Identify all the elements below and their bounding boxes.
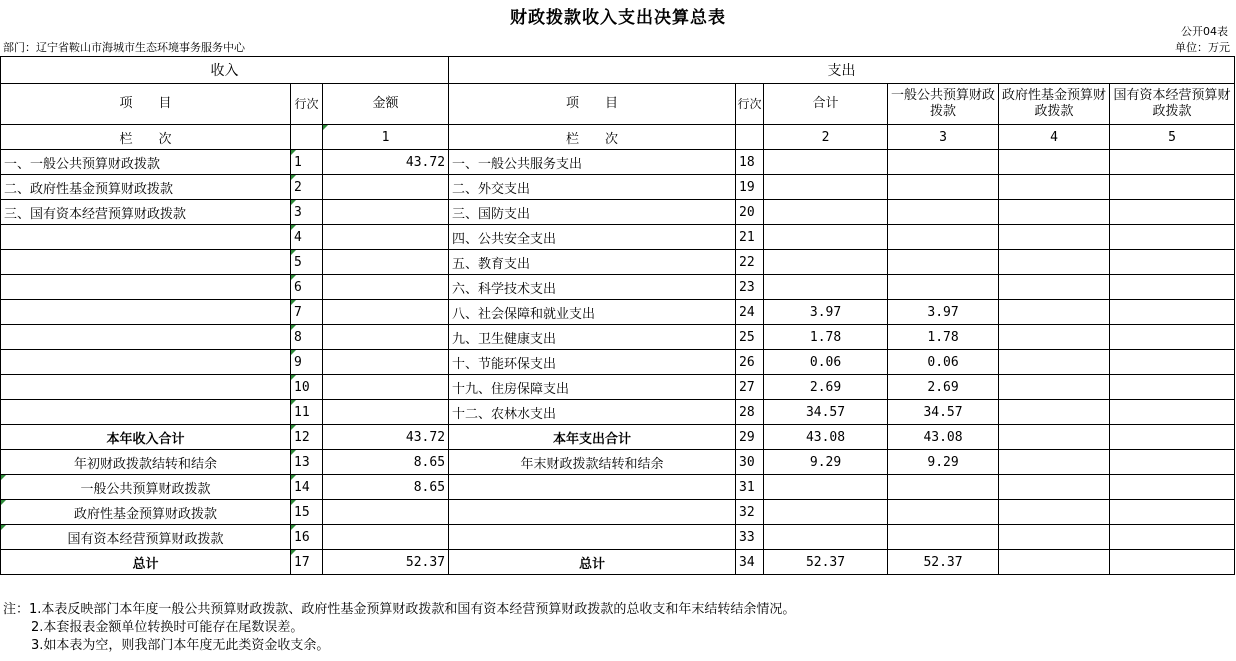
income-line-no: 6 [291,275,323,300]
expense-general-budget: 43.08 [888,425,999,450]
expense-state-capital [1110,525,1235,550]
column-header-row [1,84,1235,125]
income-amount: 43.72 [323,150,449,175]
income-amount-header: 金额 [323,84,449,125]
income-item [1,375,291,400]
expense-line-no-index [736,125,764,150]
expense-line-no: 23 [736,275,764,300]
expense-general-budget: 1.78 [888,325,999,350]
expense-item [449,525,736,550]
expense-general-budget: 9.29 [888,450,999,475]
income-item: 政府性基金预算财政拨款 [1,500,291,525]
expense-total [764,200,888,225]
income-line-no-header: 行次 [291,84,323,125]
expense-section-header: 支出 [449,57,1235,84]
income-item [1,300,291,325]
expense-column-label: 栏 次 [449,125,736,150]
expense-item: 十九、住房保障支出 [449,375,736,400]
expense-line-no: 22 [736,250,764,275]
expense-general-budget [888,150,999,175]
expense-general-budget: 3.97 [888,300,999,325]
income-amount [323,200,449,225]
income-amount [323,300,449,325]
expense-total: 1.78 [764,325,888,350]
expense-gov-fund [999,325,1110,350]
expense-line-no: 29 [736,425,764,450]
income-amount [323,275,449,300]
income-amount [323,525,449,550]
expense-total: 2.69 [764,375,888,400]
expense-general-budget [888,500,999,525]
expense-general-budget [888,475,999,500]
income-item [1,225,291,250]
expense-total: 3.97 [764,300,888,325]
footnotes [3,601,795,655]
footnote-2: 2.本套报表金额单位转换时可能存在尾数误差。 [31,620,304,635]
expense-gov-fund [999,475,1110,500]
table-row [1,475,1235,500]
income-item [1,250,291,275]
income-amount [323,225,449,250]
expense-general-budget [888,225,999,250]
expense-total [764,275,888,300]
expense-general-budget: 34.57 [888,400,999,425]
table-row [1,275,1235,300]
expense-general-budget: 52.37 [888,550,999,575]
expense-gov-fund [999,425,1110,450]
income-line-no: 1 [291,150,323,175]
expense-gov-fund [999,375,1110,400]
column-index-row [1,125,1235,150]
table-row [1,225,1235,250]
expense-state-capital [1110,475,1235,500]
expense-item: 十二、农林水支出 [449,400,736,425]
expense-state-capital [1110,200,1235,225]
expense-state-capital [1110,400,1235,425]
footnote-1: 注：1.本表反映部门本年度一般公共预算财政拨款、政府性基金预算财政拨款和国有资本经营预算财政拨款的总收支和年末结转结余情况。 [3,602,796,617]
expense-line-no: 32 [736,500,764,525]
expense-total [764,250,888,275]
table-row [1,525,1235,550]
income-line-no: 7 [291,300,323,325]
income-item [1,350,291,375]
income-item: 国有资本经营预算财政拨款 [1,525,291,550]
income-amount: 52.37 [323,550,449,575]
income-item [1,400,291,425]
income-amount: 8.65 [323,450,449,475]
expense-state-capital [1110,325,1235,350]
income-item: 本年收入合计 [1,425,291,450]
expense-gov-fund [999,175,1110,200]
income-line-no: 11 [291,400,323,425]
department-label: 部门：辽宁省鞍山市海城市生态环境事务服务中心 [3,41,245,54]
expense-line-no: 34 [736,550,764,575]
expense-state-capital [1110,300,1235,325]
expense-col-index-5: 5 [1110,125,1235,150]
income-line-no-index [291,125,323,150]
expense-line-no: 27 [736,375,764,400]
general-budget-header: 一般公共预算财政拨款 [888,84,999,125]
table-row [1,325,1235,350]
expense-state-capital [1110,375,1235,400]
income-line-no: 2 [291,175,323,200]
expense-line-no: 28 [736,400,764,425]
expense-general-budget: 2.69 [888,375,999,400]
income-amount [323,250,449,275]
state-capital-header: 国有资本经营预算财政拨款 [1110,84,1235,125]
expense-gov-fund [999,400,1110,425]
table-row [1,500,1235,525]
income-amount [323,375,449,400]
expense-gov-fund [999,300,1110,325]
income-line-no: 4 [291,225,323,250]
expense-general-budget [888,525,999,550]
expense-state-capital [1110,150,1235,175]
expense-total: 43.08 [764,425,888,450]
expense-item: 五、教育支出 [449,250,736,275]
income-line-no: 5 [291,250,323,275]
expense-item: 一、一般公共服务支出 [449,150,736,175]
income-amount [323,400,449,425]
expense-total [764,525,888,550]
expense-line-no: 25 [736,325,764,350]
expense-item [449,500,736,525]
table-row [1,425,1235,450]
expense-general-budget [888,250,999,275]
income-amount [323,350,449,375]
expense-line-no: 19 [736,175,764,200]
expense-line-no: 31 [736,475,764,500]
expense-item [449,475,736,500]
table-row [1,200,1235,225]
expense-line-no: 30 [736,450,764,475]
expense-item: 三、国防支出 [449,200,736,225]
income-line-no: 3 [291,200,323,225]
expense-line-no: 21 [736,225,764,250]
expense-state-capital [1110,550,1235,575]
expense-state-capital [1110,350,1235,375]
income-item: 一般公共预算财政拨款 [1,475,291,500]
form-code: 公开04表 [1181,25,1228,38]
table-row [1,375,1235,400]
income-item: 二、政府性基金预算财政拨款 [1,175,291,200]
expense-general-budget [888,175,999,200]
income-line-no: 16 [291,525,323,550]
income-item [1,275,291,300]
expense-item: 总计 [449,550,736,575]
expense-total [764,225,888,250]
expense-total: 34.57 [764,400,888,425]
income-item: 总计 [1,550,291,575]
expense-gov-fund [999,275,1110,300]
expense-gov-fund [999,150,1110,175]
expense-general-budget: 0.06 [888,350,999,375]
expense-gov-fund [999,200,1110,225]
income-line-no: 8 [291,325,323,350]
expense-gov-fund [999,350,1110,375]
table-row [1,175,1235,200]
unit-label: 单位：万元 [1175,41,1230,54]
income-item: 三、国有资本经营预算财政拨款 [1,200,291,225]
income-line-no: 12 [291,425,323,450]
report-title: 财政拨款收入支出决算总表 [510,8,726,28]
income-line-no: 14 [291,475,323,500]
income-amount [323,175,449,200]
table-row [1,250,1235,275]
income-line-no: 9 [291,350,323,375]
income-item: 年初财政拨款结转和结余 [1,450,291,475]
expense-general-budget [888,200,999,225]
expense-col-index-4: 4 [999,125,1110,150]
expense-item: 年末财政拨款结转和结余 [449,450,736,475]
expense-item-header: 项 目 [449,84,736,125]
expense-line-no: 33 [736,525,764,550]
expense-state-capital [1110,225,1235,250]
income-item [1,325,291,350]
income-amount: 8.65 [323,475,449,500]
expense-item: 十、节能环保支出 [449,350,736,375]
expense-state-capital [1110,250,1235,275]
table-row [1,400,1235,425]
expense-gov-fund [999,250,1110,275]
expense-total: 0.06 [764,350,888,375]
expense-line-no: 18 [736,150,764,175]
table-row [1,350,1235,375]
expense-gov-fund [999,225,1110,250]
income-column-label: 栏 次 [1,125,291,150]
expense-col-index-2: 2 [764,125,888,150]
expense-line-no: 26 [736,350,764,375]
expense-total-header: 合计 [764,84,888,125]
table-row [1,300,1235,325]
income-line-no: 15 [291,500,323,525]
expense-total [764,500,888,525]
income-line-no: 17 [291,550,323,575]
expense-total [764,175,888,200]
income-col-index-1: 1 [323,125,449,150]
income-amount [323,500,449,525]
expense-item: 本年支出合计 [449,425,736,450]
expense-total [764,475,888,500]
income-line-no: 13 [291,450,323,475]
expense-total: 52.37 [764,550,888,575]
finance-summary-table [0,56,1235,575]
section-header-row [1,57,1235,84]
expense-item: 四、公共安全支出 [449,225,736,250]
table-row [1,450,1235,475]
expense-gov-fund [999,550,1110,575]
income-item-header: 项 目 [1,84,291,125]
table-row [1,550,1235,575]
expense-line-no: 24 [736,300,764,325]
expense-gov-fund [999,525,1110,550]
expense-general-budget [888,275,999,300]
expense-item: 六、科学技术支出 [449,275,736,300]
footnote-3: 3.如本表为空，则我部门本年度无此类资金收支余。 [31,638,330,653]
income-line-no: 10 [291,375,323,400]
income-amount [323,325,449,350]
expense-col-index-3: 3 [888,125,999,150]
gov-fund-header: 政府性基金预算财政拨款 [999,84,1110,125]
expense-line-no-header: 行次 [736,84,764,125]
expense-gov-fund [999,500,1110,525]
expense-state-capital [1110,425,1235,450]
expense-state-capital [1110,450,1235,475]
expense-total [764,150,888,175]
expense-item: 九、卫生健康支出 [449,325,736,350]
expense-item: 八、社会保障和就业支出 [449,300,736,325]
expense-state-capital [1110,175,1235,200]
expense-state-capital [1110,275,1235,300]
income-amount: 43.72 [323,425,449,450]
income-item: 一、一般公共预算财政拨款 [1,150,291,175]
table-row [1,150,1235,175]
income-section-header: 收入 [1,57,449,84]
expense-item: 二、外交支出 [449,175,736,200]
expense-total: 9.29 [764,450,888,475]
expense-line-no: 20 [736,200,764,225]
expense-state-capital [1110,500,1235,525]
expense-gov-fund [999,450,1110,475]
